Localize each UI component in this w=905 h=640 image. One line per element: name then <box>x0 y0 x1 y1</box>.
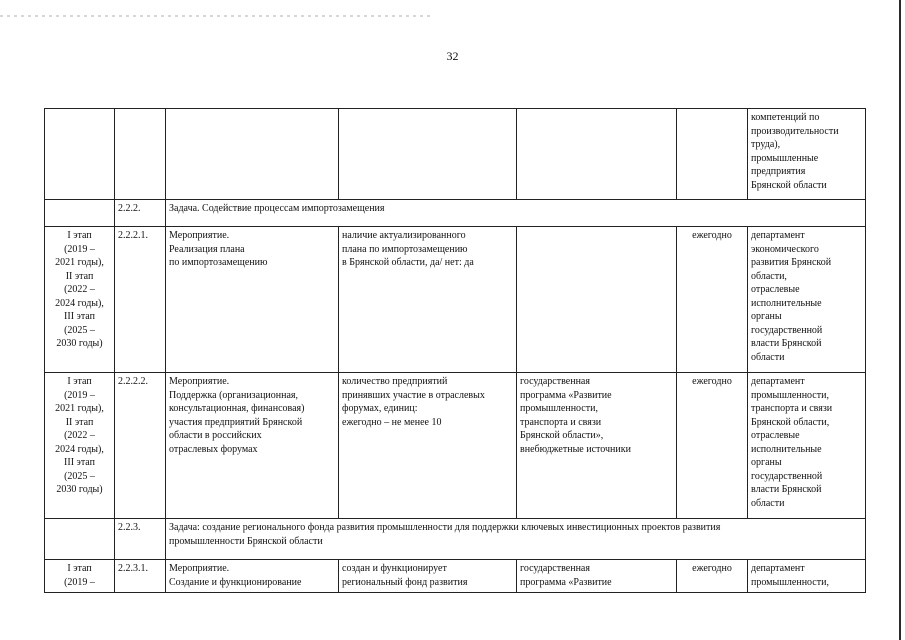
number-cell: 2.2.2. <box>115 200 166 227</box>
period-cell: ежегодно <box>677 227 748 373</box>
measures-table <box>44 108 866 593</box>
table-row-task <box>45 200 866 227</box>
measure-cell: Мероприятие. Создание и функционирование <box>166 560 339 593</box>
table-row <box>45 373 866 519</box>
table-row-task <box>45 519 866 560</box>
page-number: 32 <box>446 49 459 63</box>
source-cell <box>517 227 677 373</box>
measure-cell: Мероприятие. Поддержка (организационная, консультационная, финансовая) участия предприятий Брянской области в российских отраслевых форумах <box>166 373 339 519</box>
number-cell: 2.2.2.2. <box>115 373 166 519</box>
source-cell: государственная программа «Развитие <box>517 560 677 593</box>
source-cell <box>517 109 677 200</box>
task-cell: Задача. Содействие процессам импортозамещения <box>166 200 866 227</box>
stage-cell: I этап (2019 – 2021 годы), II этап (2022 – 2024 годы), III этап (2025 – 2030 годы) <box>45 227 115 373</box>
executor-cell: департамент промышленности, <box>748 560 866 593</box>
period-cell <box>677 109 748 200</box>
executor-cell: компетенций по производительности труда), промышленные предприятия Брянской области <box>748 109 866 200</box>
indicator-cell: создан и функционирует региональный фонд развития <box>339 560 517 593</box>
period-cell: ежегодно <box>677 373 748 519</box>
stage-cell <box>45 109 115 200</box>
executor-cell: департамент промышленности, транспорта и связи Брянской области, отраслевые исполнительные органы государственной власти Брянской области <box>748 373 866 519</box>
scan-edge-right <box>899 0 901 640</box>
number-cell <box>115 109 166 200</box>
indicator-cell: наличие актуализированного плана по импортозамещению в Брянской области, да/ нет: да <box>339 227 517 373</box>
table-row <box>45 560 866 593</box>
stage-cell <box>45 519 115 560</box>
scan-noise-top <box>0 15 430 17</box>
number-cell: 2.2.3.1. <box>115 560 166 593</box>
executor-cell: департамент экономического развития Брянской области, отраслевые исполнительные органы государственной власти Брянской области <box>748 227 866 373</box>
source-cell: государственная программа «Развитие промышленности, транспорта и связи Брянской области», внебюджетные источники <box>517 373 677 519</box>
stage-cell: I этап (2019 – 2021 годы), II этап (2022 – 2024 годы), III этап (2025 – 2030 годы) <box>45 373 115 519</box>
stage-cell: I этап (2019 – <box>45 560 115 593</box>
number-cell: 2.2.2.1. <box>115 227 166 373</box>
table-row <box>45 109 866 200</box>
measure-cell <box>166 109 339 200</box>
indicator-cell <box>339 109 517 200</box>
task-cell: Задача: создание регионального фонда развития промышленности для поддержки ключевых инвестиционных проектов развития промышленности Брянской области <box>166 519 866 560</box>
measure-cell: Мероприятие. Реализация плана по импортозамещению <box>166 227 339 373</box>
period-cell: ежегодно <box>677 560 748 593</box>
stage-cell <box>45 200 115 227</box>
number-cell: 2.2.3. <box>115 519 166 560</box>
indicator-cell: количество предприятий принявших участие в отраслевых форумах, единиц: ежегодно – не менее 10 <box>339 373 517 519</box>
table-row <box>45 227 866 373</box>
